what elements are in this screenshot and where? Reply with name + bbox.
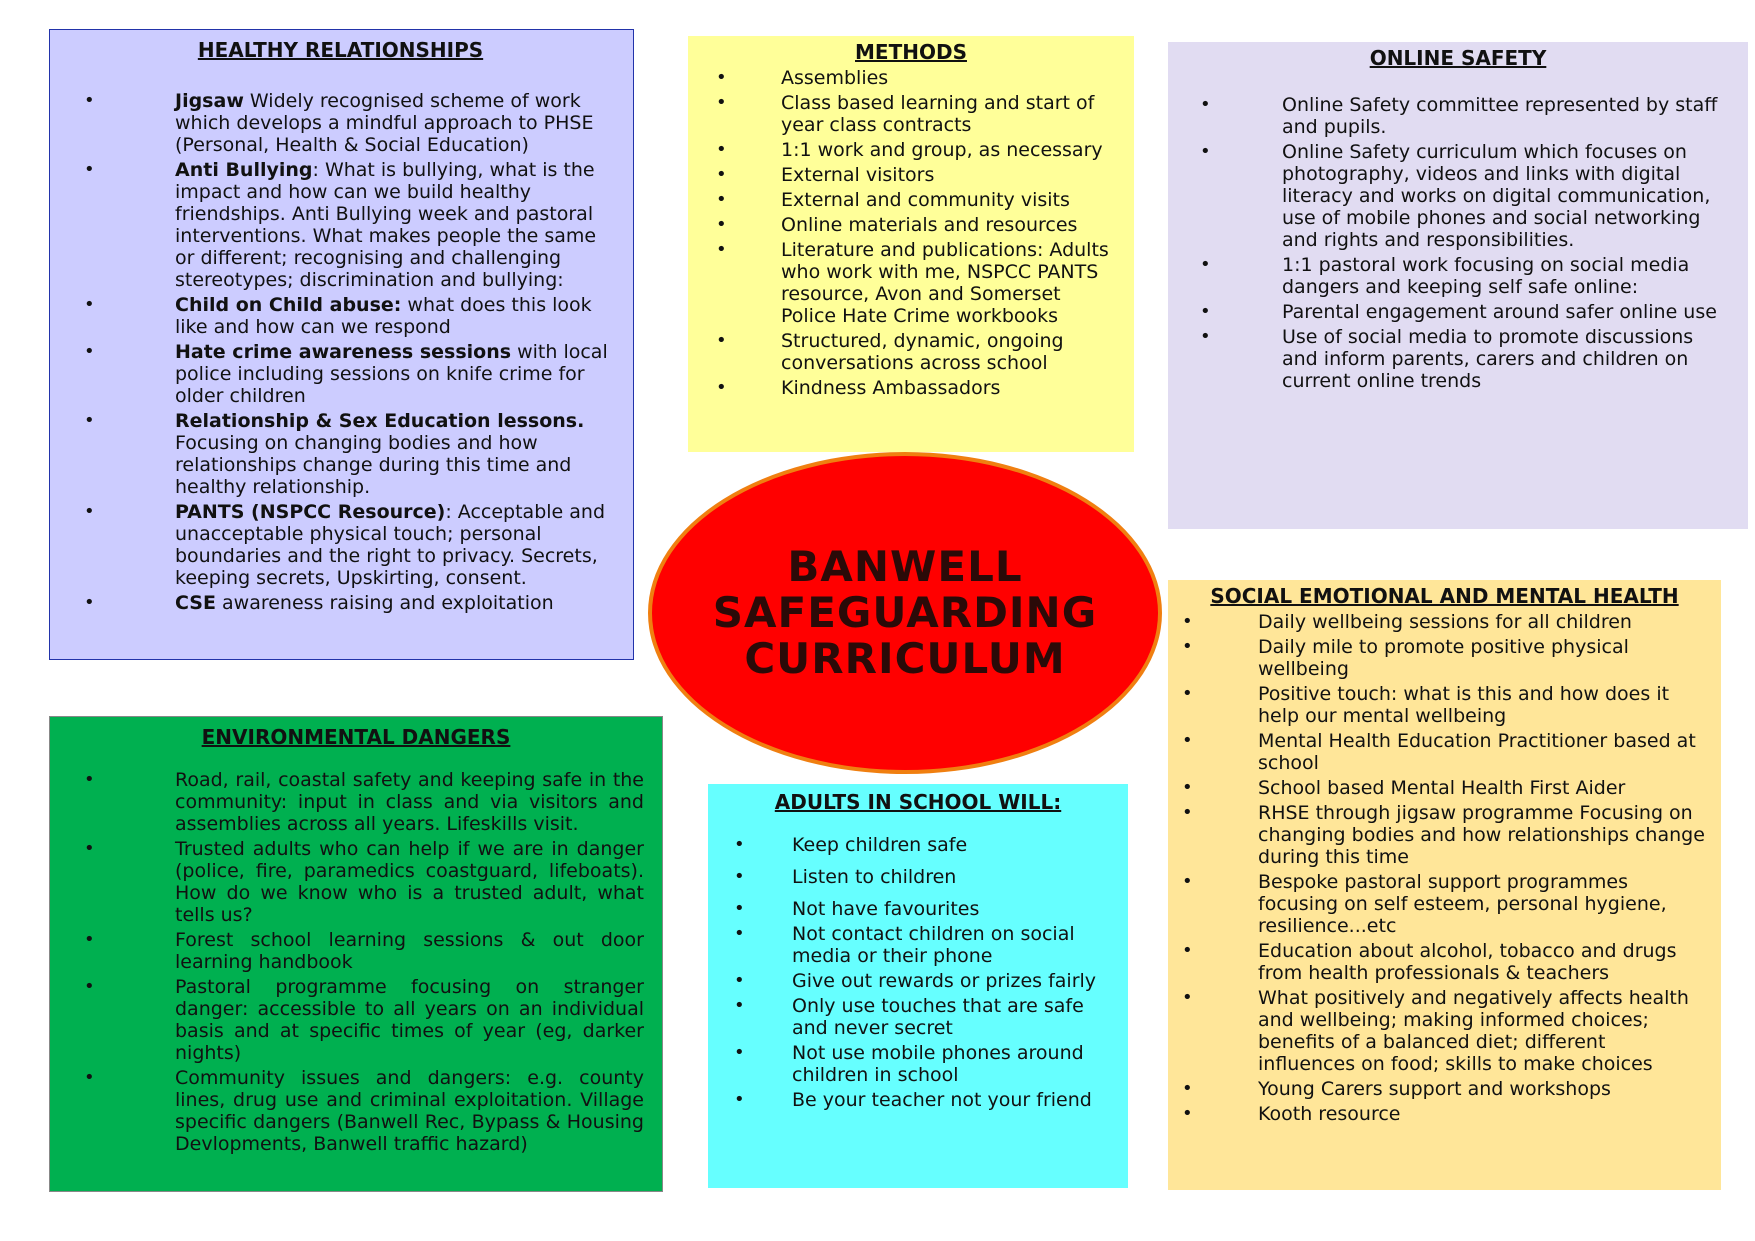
list-item: • Online Safety committee represented by staff and pupils. [1200,94,1718,138]
methods-box [688,36,1134,452]
bullet-icon: • [1182,636,1193,657]
list-item: • External visitors [716,164,935,186]
environmental-dangers-list [68,769,644,1155]
list-item: • Online Safety curriculum which focuses on photography, videos and links with digital literacy and works on digital communication, use of mobile phones and social networking and rights and responsibilities. [1200,141,1711,251]
environmental-dangers-title: ENVIRONMENTAL DANGERS [201,725,511,749]
list-item: • Not contact children on social media or their phone [734,923,1075,967]
list-item: • Pastoral programme focusing on stranger danger: accessible to all years on an individual basis and at specific times of year (eg, darker nights) [84,976,644,1064]
list-item: • Mental Health Education Practitioner based at school [1182,730,1696,774]
bullet-icon: • [84,501,95,522]
bullet-icon: • [716,239,727,260]
bullet-icon: • [1182,730,1193,751]
bullet-icon: • [734,1089,745,1110]
bullet-icon: • [1182,940,1193,961]
bullet-icon: • [84,341,95,362]
list-item: • PANTS (NSPCC Resource): Acceptable and unacceptable physical touch; personal boundaries and the right to privacy. Secrets, keeping secrets, Upskirting, consent. [84,501,606,589]
list-item: • Keep children safe [734,834,968,856]
bullet-icon: • [1182,683,1193,704]
list-item: • Young Carers support and workshops [1182,1078,1611,1100]
bullet-icon: • [734,995,745,1016]
bullet-icon: • [1200,254,1211,275]
bullet-icon: • [1200,94,1211,115]
list-item: • Daily wellbeing sessions for all children [1182,611,1632,633]
list-item: • RHSE through jigsaw programme Focusing on changing bodies and how relationships change during this time [1182,802,1705,868]
bullet-icon: • [84,929,95,950]
list-item: • School based Mental Health First Aider [1182,777,1626,799]
bullet-icon: • [734,923,745,944]
bullet-icon: • [1200,301,1211,322]
bullet-icon: • [716,214,727,235]
bullet-icon: • [1182,1078,1193,1099]
bullet-icon: • [716,189,727,210]
list-item: • Use of social media to promote discussions and inform parents, carers and children on current online trends [1200,326,1694,392]
bullet-icon: • [1182,1103,1193,1124]
list-item: • Bespoke pastoral support programmes focusing on self esteem, personal hygiene, resilience...etc [1182,871,1667,937]
bullet-icon: • [716,377,727,398]
list-item: • Forest school learning sessions & out door learning handbook [84,929,644,973]
mental-health-title: SOCIAL EMOTIONAL AND MENTAL HEALTH [1210,584,1679,608]
healthy-relationships-title: HEALTHY RELATIONSHIPS [197,38,484,62]
bullet-icon: • [734,898,745,919]
list-item: • Assemblies [716,67,889,89]
methods-list [704,67,1118,399]
healthy-relationships-box [49,29,634,660]
adults-in-school-box [708,784,1128,1188]
list-item: • Hate crime awareness sessions with local police including sessions on knife crime for older children [84,341,608,407]
adults-in-school-title: ADULTS IN SCHOOL WILL: [774,790,1062,814]
healthy-relationships-list [68,90,613,614]
online-safety-title: ONLINE SAFETY [1369,46,1547,70]
list-item: • Education about alcohol, tobacco and drugs from health professionals & teachers [1182,940,1677,984]
list-item: • External and community visits [716,189,1070,211]
list-item: • Not use mobile phones around children in school [734,1042,1084,1086]
center-title-line-3: CURRICULUM [744,634,1066,683]
bullet-icon: • [716,164,727,185]
list-item: • Trusted adults who can help if we are in danger (police, fire, paramedics coastguard, lifeboats). How do we know who is a trusted adult, what tells us? [84,838,644,926]
list-item: • CSE awareness raising and exploitation [84,592,554,614]
bullet-icon: • [84,592,95,613]
bullet-icon: • [1200,326,1211,347]
bullet-icon: • [1182,611,1193,632]
list-item: • Give out rewards or prizes fairly [734,970,1097,992]
list-item: • Kooth resource [1182,1103,1401,1125]
mental-health-list [1182,611,1707,1125]
bullet-icon: • [84,976,95,997]
bullet-icon: • [734,834,745,855]
center-title-line-2: SAFEGUARDING [712,588,1098,637]
bullet-icon: • [84,294,95,315]
list-item: • Only use touches that are safe and never secret [734,995,1084,1039]
list-item: • What positively and negatively affects health and wellbeing; making informed choices; benefits of a balanced diet; different influences on food; skills to make choices [1182,987,1689,1075]
methods-title: METHODS [855,40,967,64]
bullet-icon: • [1182,871,1193,892]
online-safety-box [1168,42,1748,529]
list-item: • 1:1 pastoral work focusing on social media dangers and keeping self safe online: [1200,254,1690,298]
bullet-icon: • [1182,802,1193,823]
list-item: • 1:1 work and group, as necessary [716,139,1103,161]
bullet-icon: • [84,410,95,431]
environmental-dangers-box [49,716,663,1192]
list-item: • Anti Bullying: What is bullying, what is the impact and how can we build healthy friendships. Anti Bullying week and pastoral interventions. What makes people the same or different; recognising and challenging stereotypes; discrimination and bullying: [84,159,597,291]
list-item: • Community issues and dangers: e.g. county lines, drug use and criminal exploitation. Village specific dangers (Banwell Rec, Bypass & Housing Devlopments, Banwell traffic hazard) [84,1067,644,1155]
bullet-icon: • [734,1042,745,1063]
bullet-icon: • [716,92,727,113]
bullet-icon: • [716,330,727,351]
list-item: • Positive touch: what is this and how does it help our mental wellbeing [1182,683,1670,727]
online-safety-list [1186,94,1730,392]
list-item: • Daily mile to promote positive physical wellbeing [1182,636,1629,680]
list-item: • Literature and publications: Adults who work with me, NSPCC PANTS resource, Avon and Somerset Police Hate Crime workbooks [716,239,1109,327]
bullet-icon: • [84,769,95,790]
list-item: • Be your teacher not your friend [734,1089,1092,1111]
list-item: • Kindness Ambassadors [716,377,1001,399]
bullet-icon: • [734,866,745,887]
list-item: • Child on Child abuse: what does this look like and how can we respond [84,294,592,338]
bullet-icon: • [1182,777,1193,798]
center-title-line-1: BANWELL [787,542,1023,591]
bullet-icon: • [1200,141,1211,162]
list-item: • Relationship & Sex Education lessons. Focusing on changing bodies and how relationships change during this time and healthy relationship. [84,410,585,498]
bullet-icon: • [716,139,727,160]
bullet-icon: • [84,159,95,180]
list-item: • Listen to children [734,866,957,888]
bullet-icon: • [1182,987,1193,1008]
bullet-icon: • [84,1067,95,1088]
bullet-icon: • [716,67,727,88]
list-item: • Parental engagement around safer online use [1200,301,1717,323]
mental-health-box [1168,580,1721,1190]
list-item: • Not have favourites [734,898,980,920]
adults-in-school-list [722,834,1114,1111]
list-item: • Jigsaw Widely recognised scheme of work which develops a mindful approach to PHSE (Personal, Health & Social Education) [84,90,594,156]
bullet-icon: • [734,970,745,991]
center-title-ellipse [648,452,1162,774]
bullet-icon: • [84,90,95,111]
list-item: • Online materials and resources [716,214,1078,236]
list-item: • Class based learning and start of year class contracts [716,92,1095,136]
list-item: • Structured, dynamic, ongoing conversations across school [716,330,1064,374]
bullet-icon: • [84,838,95,859]
list-item: • Road, rail, coastal safety and keeping safe in the community: input in class and via visitors and assemblies across all years. Lifeskills visit. [84,769,644,835]
